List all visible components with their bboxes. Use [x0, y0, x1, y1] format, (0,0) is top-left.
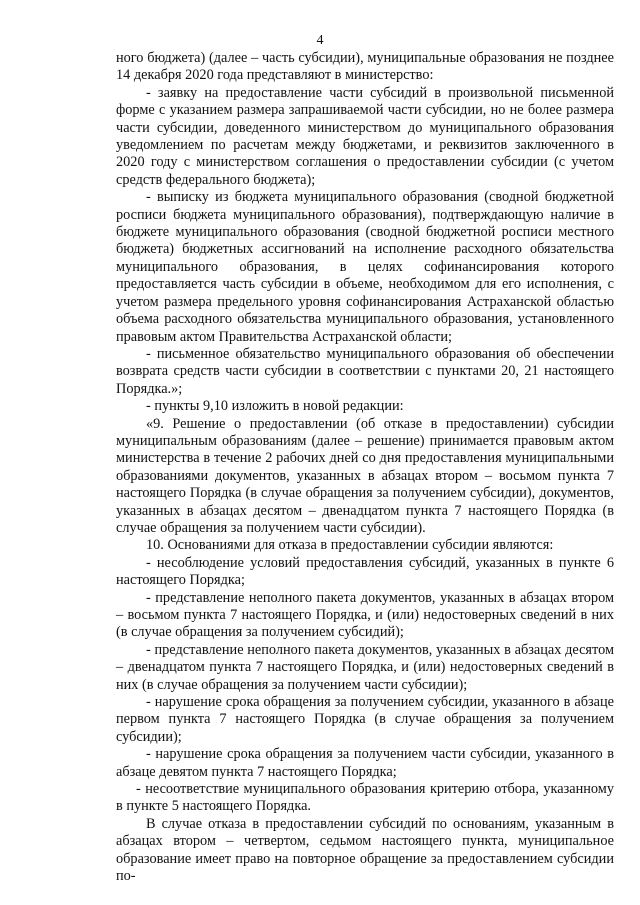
paragraph-ground-incomplete-part: - представление неполного пакета документов, указанных в абзацах десятом – двенадцатом пункта 7 настоящего Порядка, и (или) недостоверных сведений в них (в случае обращения за получением части субсидии);: [116, 641, 614, 693]
paragraph-refusal-case: В случае отказа в предоставлении субсидий по основаниям, указанным в абзацах втором – четвертом, седьмом настоящего пункта, муниципальное образование имеет право на повторное обращение за предоставлением субсидии по-: [116, 815, 614, 885]
paragraph-ground-conditions: - несоблюдение условий предоставления субсидий, указанных в пункте 6 настоящего Порядка;: [116, 554, 614, 589]
paragraph-item-budget-extract: - выписку из бюджета муниципального образования (сводной бюджетной росписи бюджета муниципального образования), подтверждающую наличие в бюджете муниципального образования (сводной бюджетной росписи местного бюджета) бюджетных ассигнований на исполнение расходного обязательства муниципального образования, в целях софинансирования которого предоставляется часть субсидии в объеме, необходимом для его исполнения, с учетом размера предельного уровня софинансирования Астраханской областью объема расходного обязательства муниципального образования, установленного правовым актом Правительства Астраханской области;: [116, 189, 614, 345]
paragraph-intro: ного бюджета) (далее – часть субсидии), муниципальные образования не позднее 14 декабря 2020 года представляют в министерство:: [116, 50, 614, 84]
page-number: 4: [316, 33, 324, 48]
paragraph-ground-deadline-subsidy: - нарушение срока обращения за получением субсидии, указанного в абзаце первом пункта 7 настоящего Порядка (в случае обращения за получением субсидии);: [116, 694, 614, 745]
paragraph-ground-incomplete-subsidy: - представление неполного пакета документов, указанных в абзацах втором – восьмом пункта 7 настоящего Порядка, и (или) недостоверных сведений в них (в случае обращения за получением субсидий);: [116, 589, 614, 641]
paragraph-ground-criterion: - несоответствие муниципального образования критерию отбора, указанному в пункте 5 настоящего Порядка.: [116, 781, 614, 815]
paragraph-point-10: 10. Основаниями для отказа в предоставлении субсидии являются:: [146, 537, 554, 554]
document-body: [116, 50, 614, 886]
paragraph-amendment-note: - пункты 9,10 изложить в новой редакции:: [146, 398, 404, 415]
paragraph-item-written-obligation: - письменное обязательство муниципального образования об обеспечении возврата средств части субсидии в соответствии с пунктами 20, 21 настоящего Порядка.»;: [116, 345, 614, 397]
paragraph-ground-deadline-part: - нарушение срока обращения за получением части субсидии, указанного в абзаце девятом пункта 7 настоящего Порядка;: [116, 746, 614, 780]
paragraph-point-9: «9. Решение о предоставлении (об отказе в предоставлении) субсидии муниципальным образованиям (далее – решение) принимается правовым актом министерства в течение 2 рабочих дней со дня предоставления муниципальными образованиями документов, указанных в абзацах втором – восьмом пункта 7 настоящего Порядка (в случае обращения за получением субсидии), документов, указанных в абзацах десятом – двенадцатом пункта 7 настоящего Порядка (в случае обращения за получением части субсидии).: [116, 415, 614, 536]
paragraph-item-application: - заявку на предоставление части субсидий в произвольной письменной форме с указанием размера запрашиваемой части субсидии, но не более размера части субсидии, доведенного министерством до муниципального образования уведомлением по расчетам между бюджетами, и реквизитов заключенного в 2020 году с министерством соглашения о предоставлении субсидии (с учетом средств федерального бюджета);: [116, 84, 614, 188]
